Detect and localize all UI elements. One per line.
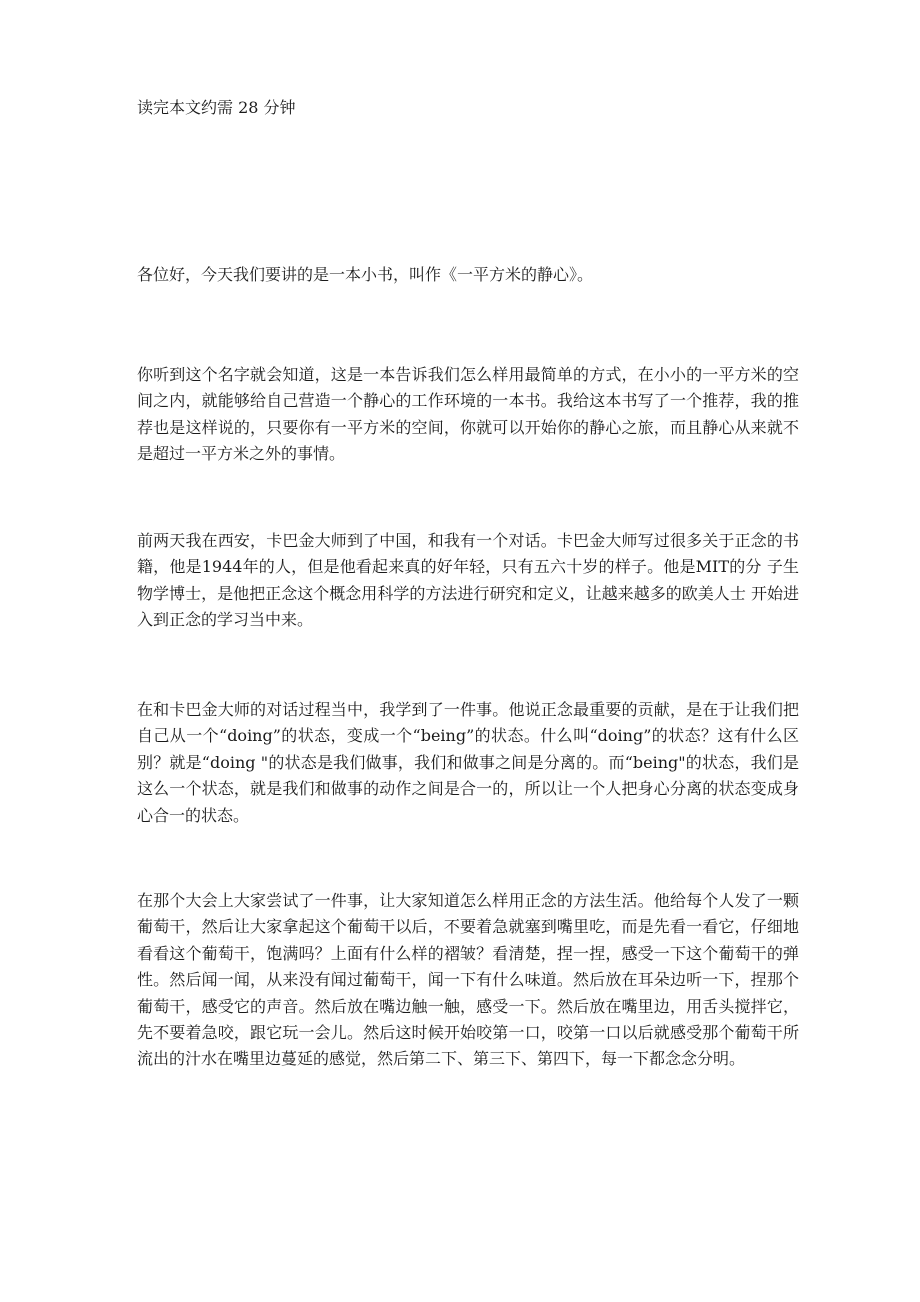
paragraph-kabat-zinn: 前两天我在西安，卡巴金大师到了中国，和我有一个对话。卡巴金大师写过很多关于正念的书籍，他是1944年的人，但是他看起来真的好年轻，只有五六十岁的样子。他是MIT的分 子生物学博士，是他把正念这个概念用科学的方法进行研究和定义，让越来越多的欧美人士 开始进入到正念的学习当中来。 [137,531,799,630]
paragraph-raisin-exercise: 在那个大会上大家尝试了一件事，让大家知道怎么样用正念的方法生活。他给每个人发了一颗葡萄干，然后让大家拿起这个葡萄干以后，不要着急就塞到嘴里吃，而是先看一看它，仔细地看看这个葡萄干，饱满吗？上面有什么样的褶皱？看清楚，捏一捏，感受一下这个葡萄干的弹性。然后闻一闻，从来没有闻过葡萄干，闻一下有什么味道。然后放在耳朵边听一下，捏那个葡萄干，感受它的声音。然后放在嘴边触一触，感受一下。然后放在嘴里边，用舌头搅拌它，先不要着急咬，跟它玩一会儿。然后这时候开始咬第一口，咬第一口以后就感受那个葡萄干所流出的汁水在嘴里边蔓延的感觉，然后第二下、第三下、第四下，每一下都念念分明。 [137,891,799,1069]
paragraph-book-description: 你听到这个名字就会知道，这是一本告诉我们怎么样用最简单的方式，在小小的一平方米的空间之内，就能够给自己营造一个静心的工作环境的一本书。我给这本书写了一个推荐，我的推荐也是这样说的，只要你有一平方米的空间，你就可以开始你的静心之旅，而且静心从来就不是超过一平方米之外的事情。 [137,365,799,464]
reading-time: 读完本文约需 28 分钟 [137,98,296,117]
paragraph-doing-being: 在和卡巴金大师的对话过程当中，我学到了一件事。他说正念最重要的贡献，是在于让我们把自己从一个“doing”的状态，变成一个“being”的状态。什么叫“doing”的状态？这有什么区别？就是“doing "的状态是我们做事，我们和做事之间是分离的。而“being"的状态，我们是这么一个状态，就是我们和做事的动作之间是合一的，所以让一个人把身心分离的状态变成身心合一的状态。 [137,700,799,825]
paragraph-intro: 各位好，今天我们要讲的是一本小书，叫作《一平方米的静心》。 [137,265,594,284]
